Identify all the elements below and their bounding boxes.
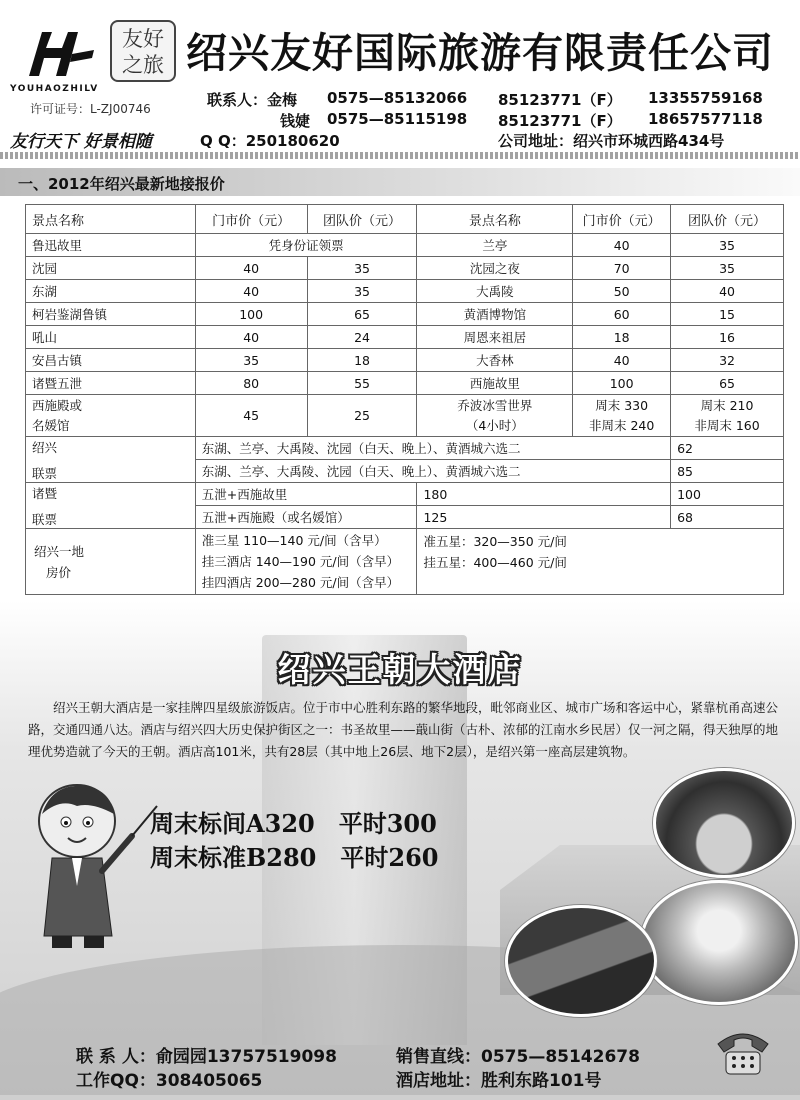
attraction-name: 安昌古镇 (26, 349, 196, 372)
attraction-name: 沈园之夜 (417, 257, 573, 280)
table-row (26, 257, 784, 280)
retail-price: 40 (573, 234, 671, 257)
group-price: 35 (307, 257, 417, 280)
retail-price: 45 (195, 395, 307, 437)
contact-tel-1: 0575—85132066 (327, 89, 468, 107)
retail-price: 40 (195, 257, 307, 280)
logo-badge: 友好 之旅 (110, 20, 176, 82)
attraction-name: 兰亭 (417, 234, 573, 257)
company-name: 绍兴友好国际旅游有限责任公司 (186, 29, 774, 77)
column-header: 景点名称 (26, 205, 196, 234)
attraction-name: 大香林 (417, 349, 573, 372)
ballroom-photo (640, 880, 798, 1005)
guest-room-photo (505, 905, 657, 1017)
column-header: 景点名称 (417, 205, 573, 234)
group-price: 16 (671, 326, 784, 349)
contact-mobile-1: 13355759168 (648, 89, 763, 107)
housing-prices-right: 准五星：320—350 元/间 挂五星：400—460 元/间 (417, 529, 784, 595)
combo-ticket-row (26, 483, 784, 506)
contact-name-2: 钱婕 (280, 112, 311, 130)
company-qq: Q Q：250180620 (200, 132, 340, 150)
housing-row (26, 529, 784, 595)
combo-retail-price: 180 (417, 483, 671, 506)
company-address: 公司地址：绍兴市环城西路434号 (498, 132, 725, 150)
group-price: 周末 210 非周末 160 (671, 395, 784, 437)
retail-price: 40 (573, 349, 671, 372)
attraction-name: 大禹陵 (417, 280, 573, 303)
section-title: 一、2012年绍兴最新地接报价 (18, 175, 225, 193)
company-header (0, 0, 800, 158)
cartoon-presenter-icon (22, 776, 162, 951)
combo-ticket-row (26, 437, 784, 460)
retail-price: 100 (195, 303, 307, 326)
retail-price: 40 (195, 280, 307, 303)
table-row (26, 303, 784, 326)
group-price: 55 (307, 372, 417, 395)
group-price: 32 (671, 349, 784, 372)
hotel-title: 绍兴王朝大酒店 (277, 650, 523, 689)
column-header: 团队价（元） (307, 205, 417, 234)
group-price: 35 (671, 257, 784, 280)
table-row (26, 280, 784, 303)
table-row (26, 395, 784, 437)
combo-label: 诸暨 联票 (26, 483, 196, 529)
housing-label: 绍兴一地 房价 (26, 529, 196, 595)
combo-label: 绍兴 联票 (26, 437, 196, 483)
price-table (25, 204, 784, 595)
combo-retail-price: 125 (417, 506, 671, 529)
hotel-description: 绍兴王朝大酒店是一家挂牌四星级旅游饭店。位于市中心胜利东路的繁华地段，毗邻商业区、城市广场和客运中心，紧靠杭甬高速公路，交通四通八达。酒店与绍兴四大历史保护街区之一：书圣故里——蕺山街（古朴、浓郁的江南水乡民居）仅一河之隔，得天独厚的地理优势造就了今天的王朝。酒店高101米，共有28层（其中地上26层、地下2层），是绍兴第一座高层建筑物。 (28, 700, 779, 759)
combo-price: 85 (671, 460, 784, 483)
group-price: 18 (307, 349, 417, 372)
retail-price: 80 (195, 372, 307, 395)
license-number: 许可证号：L-ZJ00746 (30, 102, 151, 116)
combo-description: 五泄+西施殿（或名媛馆） (195, 506, 417, 529)
retail-price: 18 (573, 326, 671, 349)
promo-price-1: 周末标间A320 平时300 (150, 809, 437, 838)
attraction-name: 西施殿或 名媛馆 (26, 395, 196, 437)
attraction-name: 沈园 (26, 257, 196, 280)
column-header: 门市价（元） (573, 205, 671, 234)
hotel-contact: 联 系 人：俞园园13757519098 (76, 1047, 337, 1067)
ticket-note: 凭身份证领票 (195, 234, 417, 257)
group-price: 15 (671, 303, 784, 326)
attraction-name: 乔波冰雪世界 （4小时） (417, 395, 573, 437)
table-header-row (26, 205, 784, 234)
combo-group-price: 100 (671, 483, 784, 506)
group-price: 65 (307, 303, 417, 326)
company-logo-icon (28, 28, 98, 80)
section-title-bar (0, 168, 800, 196)
retail-price: 60 (573, 303, 671, 326)
retail-price: 50 (573, 280, 671, 303)
telephone-icon (712, 1022, 774, 1078)
attraction-name: 诸暨五泄 (26, 372, 196, 395)
group-price: 25 (307, 395, 417, 437)
table-row (26, 326, 784, 349)
attraction-name: 鲁迅故里 (26, 234, 196, 257)
retail-price: 40 (195, 326, 307, 349)
combo-price: 62 (671, 437, 784, 460)
combo-description: 五泄+西施故里 (195, 483, 417, 506)
attraction-name: 东湖 (26, 280, 196, 303)
group-price: 35 (671, 234, 784, 257)
attraction-name: 吼山 (26, 326, 196, 349)
table-row (26, 349, 784, 372)
hotel-sales-line: 销售直线：0575—85142678 (396, 1047, 640, 1067)
column-header: 团队价（元） (671, 205, 784, 234)
retail-price: 周末 330 非周末 240 (573, 395, 671, 437)
attraction-name: 柯岩鉴湖鲁镇 (26, 303, 196, 326)
column-header: 门市价（元） (195, 205, 307, 234)
combo-description: 东湖、兰亭、大禹陵、沈园（白天、晚上）、黄酒城六选二 (195, 437, 670, 460)
combo-group-price: 68 (671, 506, 784, 529)
group-price: 35 (307, 280, 417, 303)
group-price: 40 (671, 280, 784, 303)
contact-mobile-2: 18657577118 (648, 110, 763, 128)
slogan: 友行天下 好景相随 (10, 132, 152, 152)
attraction-name: 周恩来祖居 (417, 326, 573, 349)
attraction-name: 西施故里 (417, 372, 573, 395)
retail-price: 100 (573, 372, 671, 395)
promo-price-2: 周末标准B280 平时260 (150, 843, 439, 872)
header-divider (0, 152, 800, 159)
attraction-name: 黄酒博物馆 (417, 303, 573, 326)
housing-prices-left: 准三星 110—140 元/间（含早） 挂三酒店 140—190 元/间（含早） 挂四酒店 200—280 元/间（含早） (195, 529, 417, 595)
hotel-qq: 工作QQ：308405065 (76, 1071, 263, 1091)
contact-fax-2: 85123771（F） (498, 112, 622, 130)
contact-fax-1: 85123771（F） (498, 91, 622, 109)
table-row (26, 234, 784, 257)
contact-row-1: 联系人：金梅 (207, 91, 298, 109)
group-price: 65 (671, 372, 784, 395)
combo-description: 东湖、兰亭、大禹陵、沈园（白天、晚上）、黄酒城六选二 (195, 460, 670, 483)
hotel-address: 酒店地址：胜利东路101号 (396, 1071, 602, 1091)
table-row (26, 372, 784, 395)
logo-pinyin: YOUHAOZHILV (10, 84, 99, 94)
contact-tel-2: 0575—85115198 (327, 110, 468, 128)
retail-price: 70 (573, 257, 671, 280)
banquet-hall-photo (653, 768, 795, 878)
group-price: 24 (307, 326, 417, 349)
retail-price: 35 (195, 349, 307, 372)
